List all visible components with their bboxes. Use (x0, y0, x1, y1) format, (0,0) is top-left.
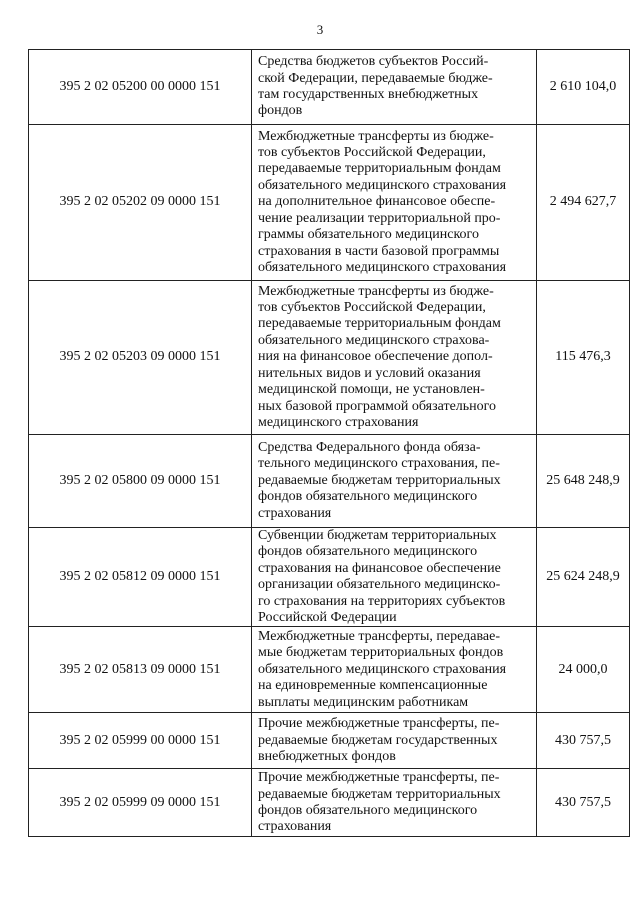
description-line: граммы обязательного медицинского (258, 227, 479, 243)
description-line: на единовременные компенсационные (258, 678, 488, 694)
table-row (29, 528, 630, 627)
amount-value: 25 624 248,9 (537, 528, 630, 627)
page-number: 3 (316, 22, 324, 37)
amount-value: 25 648 248,9 (537, 435, 630, 528)
revenue-description (252, 769, 537, 837)
table-row (29, 125, 630, 281)
description-line: редаваемые бюджетам территориальных (258, 472, 501, 488)
revenue-description (252, 281, 537, 435)
description-line: Межбюджетные трансферты из бюдже- (258, 283, 494, 299)
description-line: страхования (258, 819, 332, 835)
description-line: там государственных внебюджетных (258, 87, 479, 102)
description-line: обязательного медицинского страхования (258, 177, 507, 193)
revenue-description (252, 528, 537, 627)
amount-value: 430 757,5 (537, 769, 630, 837)
description-line: ния на финансовое обеспечение допол- (258, 349, 493, 365)
table-row (29, 281, 630, 435)
description-line: тельного медицинского страхования, пе- (258, 456, 500, 472)
description-line: редаваемые бюджетам территориальных (258, 786, 501, 802)
description-line: редаваемые бюджетам государственных (258, 732, 498, 748)
description-line: обязательного медицинского страхования (258, 661, 507, 677)
budget-code: 395 2 02 05999 00 0000 151 (29, 713, 252, 769)
description-line: Российской Федерации (258, 610, 397, 626)
description-line: Прочие межбюджетные трансферты, пе- (258, 716, 500, 732)
budget-code: 395 2 02 05800 09 0000 151 (29, 435, 252, 528)
description-line: страхования на финансовое обеспечение (258, 560, 501, 576)
description-line: Средства бюджетов субъектов Россий- (258, 54, 489, 70)
description-line: обязательного медицинского страхова- (258, 332, 490, 348)
budget-code: 395 2 02 05812 09 0000 151 (29, 528, 252, 627)
description-line: на дополнительное финансовое обеспе- (258, 194, 496, 210)
description-line: обязательного медицинского страхования (258, 259, 507, 275)
revenue-description (252, 713, 537, 769)
table-row (29, 769, 630, 837)
revenue-description (252, 627, 537, 713)
revenue-description (252, 435, 537, 528)
budget-table (28, 49, 630, 837)
description-line: ской Федерации, передаваемые бюдже- (258, 70, 493, 86)
description-line: выплаты медицинским работникам (258, 694, 469, 710)
description-line: нительных видов и условий оказания (258, 365, 481, 381)
description-line: медицинской помощи, не установлен- (258, 382, 485, 398)
revenue-description (252, 50, 537, 125)
table-row (29, 435, 630, 528)
description-line: фондов обязательного медицинского (258, 489, 478, 505)
description-line: Средства Федерального фонда обяза- (258, 439, 481, 455)
description-line: тов субъектов Российской Федерации, (258, 145, 486, 161)
description-line: страхования в части базовой программы (258, 243, 500, 259)
budget-code: 395 2 02 05813 09 0000 151 (29, 627, 252, 713)
description-line: фондов обязательного медицинского (258, 544, 478, 560)
description-line: тов субъектов Российской Федерации, (258, 300, 486, 316)
amount-value: 115 476,3 (537, 281, 630, 435)
description-line: внебюджетных фондов (258, 749, 396, 765)
description-line: фондов обязательного медицинского (258, 802, 478, 818)
amount-value: 24 000,0 (537, 627, 630, 713)
budget-table-body (29, 50, 630, 837)
description-line: Прочие межбюджетные трансферты, пе- (258, 770, 500, 786)
table-row (29, 713, 630, 769)
description-line: чение реализации территориальной про- (258, 210, 501, 226)
description-line: медицинского страхования (258, 414, 419, 430)
description-line: мые бюджетам территориальных фондов (258, 645, 504, 661)
table-row (29, 50, 630, 125)
revenue-description (252, 125, 537, 281)
description-line: страхования (258, 505, 332, 521)
table-row (29, 627, 630, 713)
budget-code: 395 2 02 05200 00 0000 151 (29, 50, 252, 125)
description-line: Субвенции бюджетам территориальных (258, 528, 497, 543)
description-line: передаваемые территориальным фондам (258, 316, 501, 332)
description-line: го страхования на территориях субъектов (258, 593, 506, 609)
budget-code: 395 2 02 05202 09 0000 151 (29, 125, 252, 281)
budget-code: 395 2 02 05203 09 0000 151 (29, 281, 252, 435)
amount-value: 430 757,5 (537, 713, 630, 769)
amount-value: 2 494 627,7 (537, 125, 630, 281)
budget-code: 395 2 02 05999 09 0000 151 (29, 769, 252, 837)
description-line: Межбюджетные трансферты, передавае- (258, 628, 500, 644)
description-line: ных базовой программой обязательного (258, 398, 497, 414)
description-line: Межбюджетные трансферты из бюдже- (258, 128, 494, 144)
description-line: организации обязательного медицинско- (258, 577, 501, 593)
description-line: фондов (258, 103, 303, 119)
description-line: передаваемые территориальным фондам (258, 161, 501, 177)
amount-value: 2 610 104,0 (537, 50, 630, 125)
